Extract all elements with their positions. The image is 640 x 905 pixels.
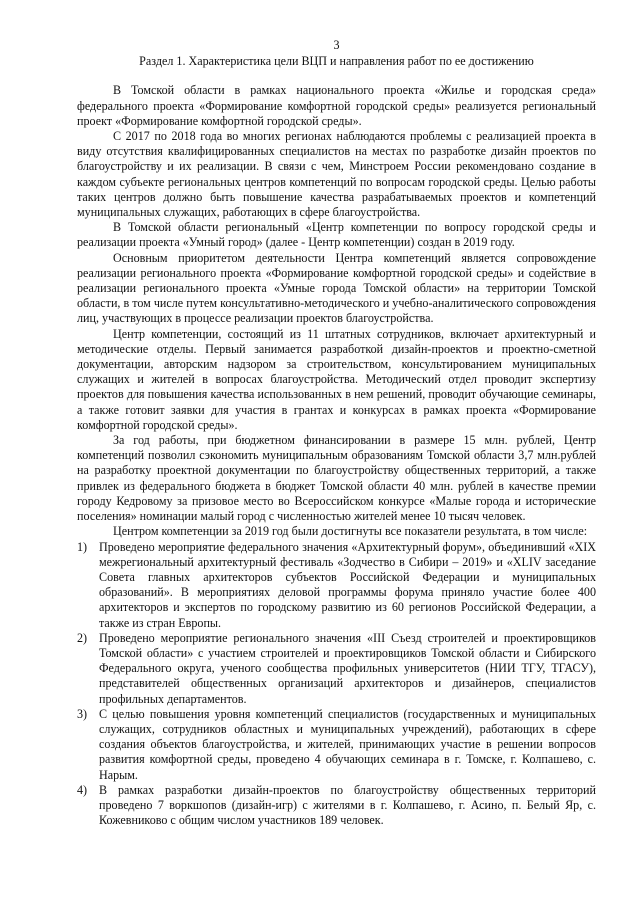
- page-number: 3: [333, 38, 340, 52]
- list-item-text: С целью повышения уровня компетенций специалистов (государственных и муниципальных служащих, сотрудников областных и муниципальных учреждений), работающих в сфере создания объектов благоустройства, и жителей, принимающих участие в решении вопросов развития комфортной среды, проведено 4 обучающих семинара в г. Томске, г. Колпашево, с. Нарым.: [99, 706, 596, 782]
- paragraph: Центром компетенции за 2019 год были достигнуты все показатели результата, в том числе:: [113, 524, 588, 539]
- results-list: [77, 540, 596, 829]
- paragraph: Центр компетенции, состоящий из 11 штатных сотрудников, включает архитектурный и методические отделы. Первый занимается разработкой дизайн-проектов и проектно-сметной документации, авторским надзором за строительством, консультированием муниципальных служащих и жителей в вопросах благоустройства. Методический отдел проводит экспертизу проектов для повышения качества использованных в нем решений, проводит обучающие семинары, а также готовит заявки для участия в грантах и конкурсах в рамках проекта «Формирование комфортной городской среды».: [77, 326, 596, 432]
- paragraph: С 2017 по 2018 года во многих регионах наблюдаются проблемы с реализацией проекта в виду отсутствия квалифицированных специалистов на местах по разработке дизайн проектов по благоустройству и их реализации. В связи с чем, Минстроем России рекомендовано создание в каждом субъекте региональных центров компетенций по вопросам городской среды. Целью работы таких центров должно быть повышение качества разрабатываемых проектов и компетенций муниципальных служащих, работающих в сфере благоустройства.: [77, 129, 596, 220]
- list-marker: 2): [77, 630, 88, 645]
- list-marker: 3): [77, 706, 88, 721]
- list-marker: 4): [77, 782, 88, 797]
- list-item: [77, 540, 596, 631]
- paragraph: В Томской области региональный «Центр компетенции по вопросу городской среды и реализации проекта «Умный город» (далее - Центр компетенции) создан в 2019 году.: [77, 220, 596, 250]
- paragraph: В Томской области в рамках национального проекта «Жилье и городская среда» федерального проекта «Формирование комфортной городской среды» реализуется региональный проект «Формирование комфортной городской среды».: [77, 83, 596, 128]
- section-title: Раздел 1. Характеристика цели ВЦП и направления работ по ее достижению: [139, 54, 534, 69]
- paragraph: Основным приоритетом деятельности Центра компетенций является сопровождение реализации регионального проекта «Формирование комфортной городской среды» и содействие в реализации регионального проекта «Умные города Томской области» на территории Томской области, в том числе путем консультативно-методического и учебно-аналитического сопровождения лиц, участвующих в процессе реализации проектов благоустройства.: [77, 250, 596, 326]
- list-item: [77, 707, 596, 783]
- list-item-text: Проведено мероприятие регионального значения «III Съезд строителей и проектировщиков Томской области» с участием строителей и проектировщиков Томской области и Сибирского Федерального округа, ученого сообщества профильных университетов (НИИ ТГУ, ТГАСУ), представителей общественных организаций архитекторов и дизайнеров, специалистов профильных департаментов.: [99, 630, 596, 706]
- list-item-text: В рамках разработки дизайн-проектов по благоустройству общественных территорий проведено 7 воркшопов (дизайн-игр) с жителями в г. Колпашево, г. Асино, п. Белый Яр, с. Кожевниково с общим числом участников 189 человек.: [99, 782, 596, 828]
- list-item-text: Проведено мероприятие федерального значения «Архитектурный форум», объединивший «XIX межрегиональный архитектурный фестиваль «Зодчество в Сибири – 2019» и «XLIV заседание Совета главных архитекторов субъектов Российской Федерации и муниципальных образований». В мероприятиях деловой программы форума приняло участие более 400 архитекторов и экспертов по городскому развитию из 60 регионов Российской Федерации, а также из стран Европы.: [99, 539, 596, 630]
- paragraph: За год работы, при бюджетном финансировании в размере 15 млн. рублей, Центр компетенций позволил сэкономить муниципальным образованиям Томской области 3,7 млн.рублей на разработку проектной документации по благоустройству общественных территорий, а также привлек из федерального бюджета в бюджет Томской области 40 млн. рублей в качестве премии городу Кедровому за призовое место во Всероссийском конкурсе «Малые города и исторические поселения» номинации малый город с численностью жителей менее 10 тысяч человек.: [77, 433, 596, 524]
- list-item: [77, 783, 596, 829]
- list-item: [77, 631, 596, 707]
- list-marker: 1): [77, 539, 88, 554]
